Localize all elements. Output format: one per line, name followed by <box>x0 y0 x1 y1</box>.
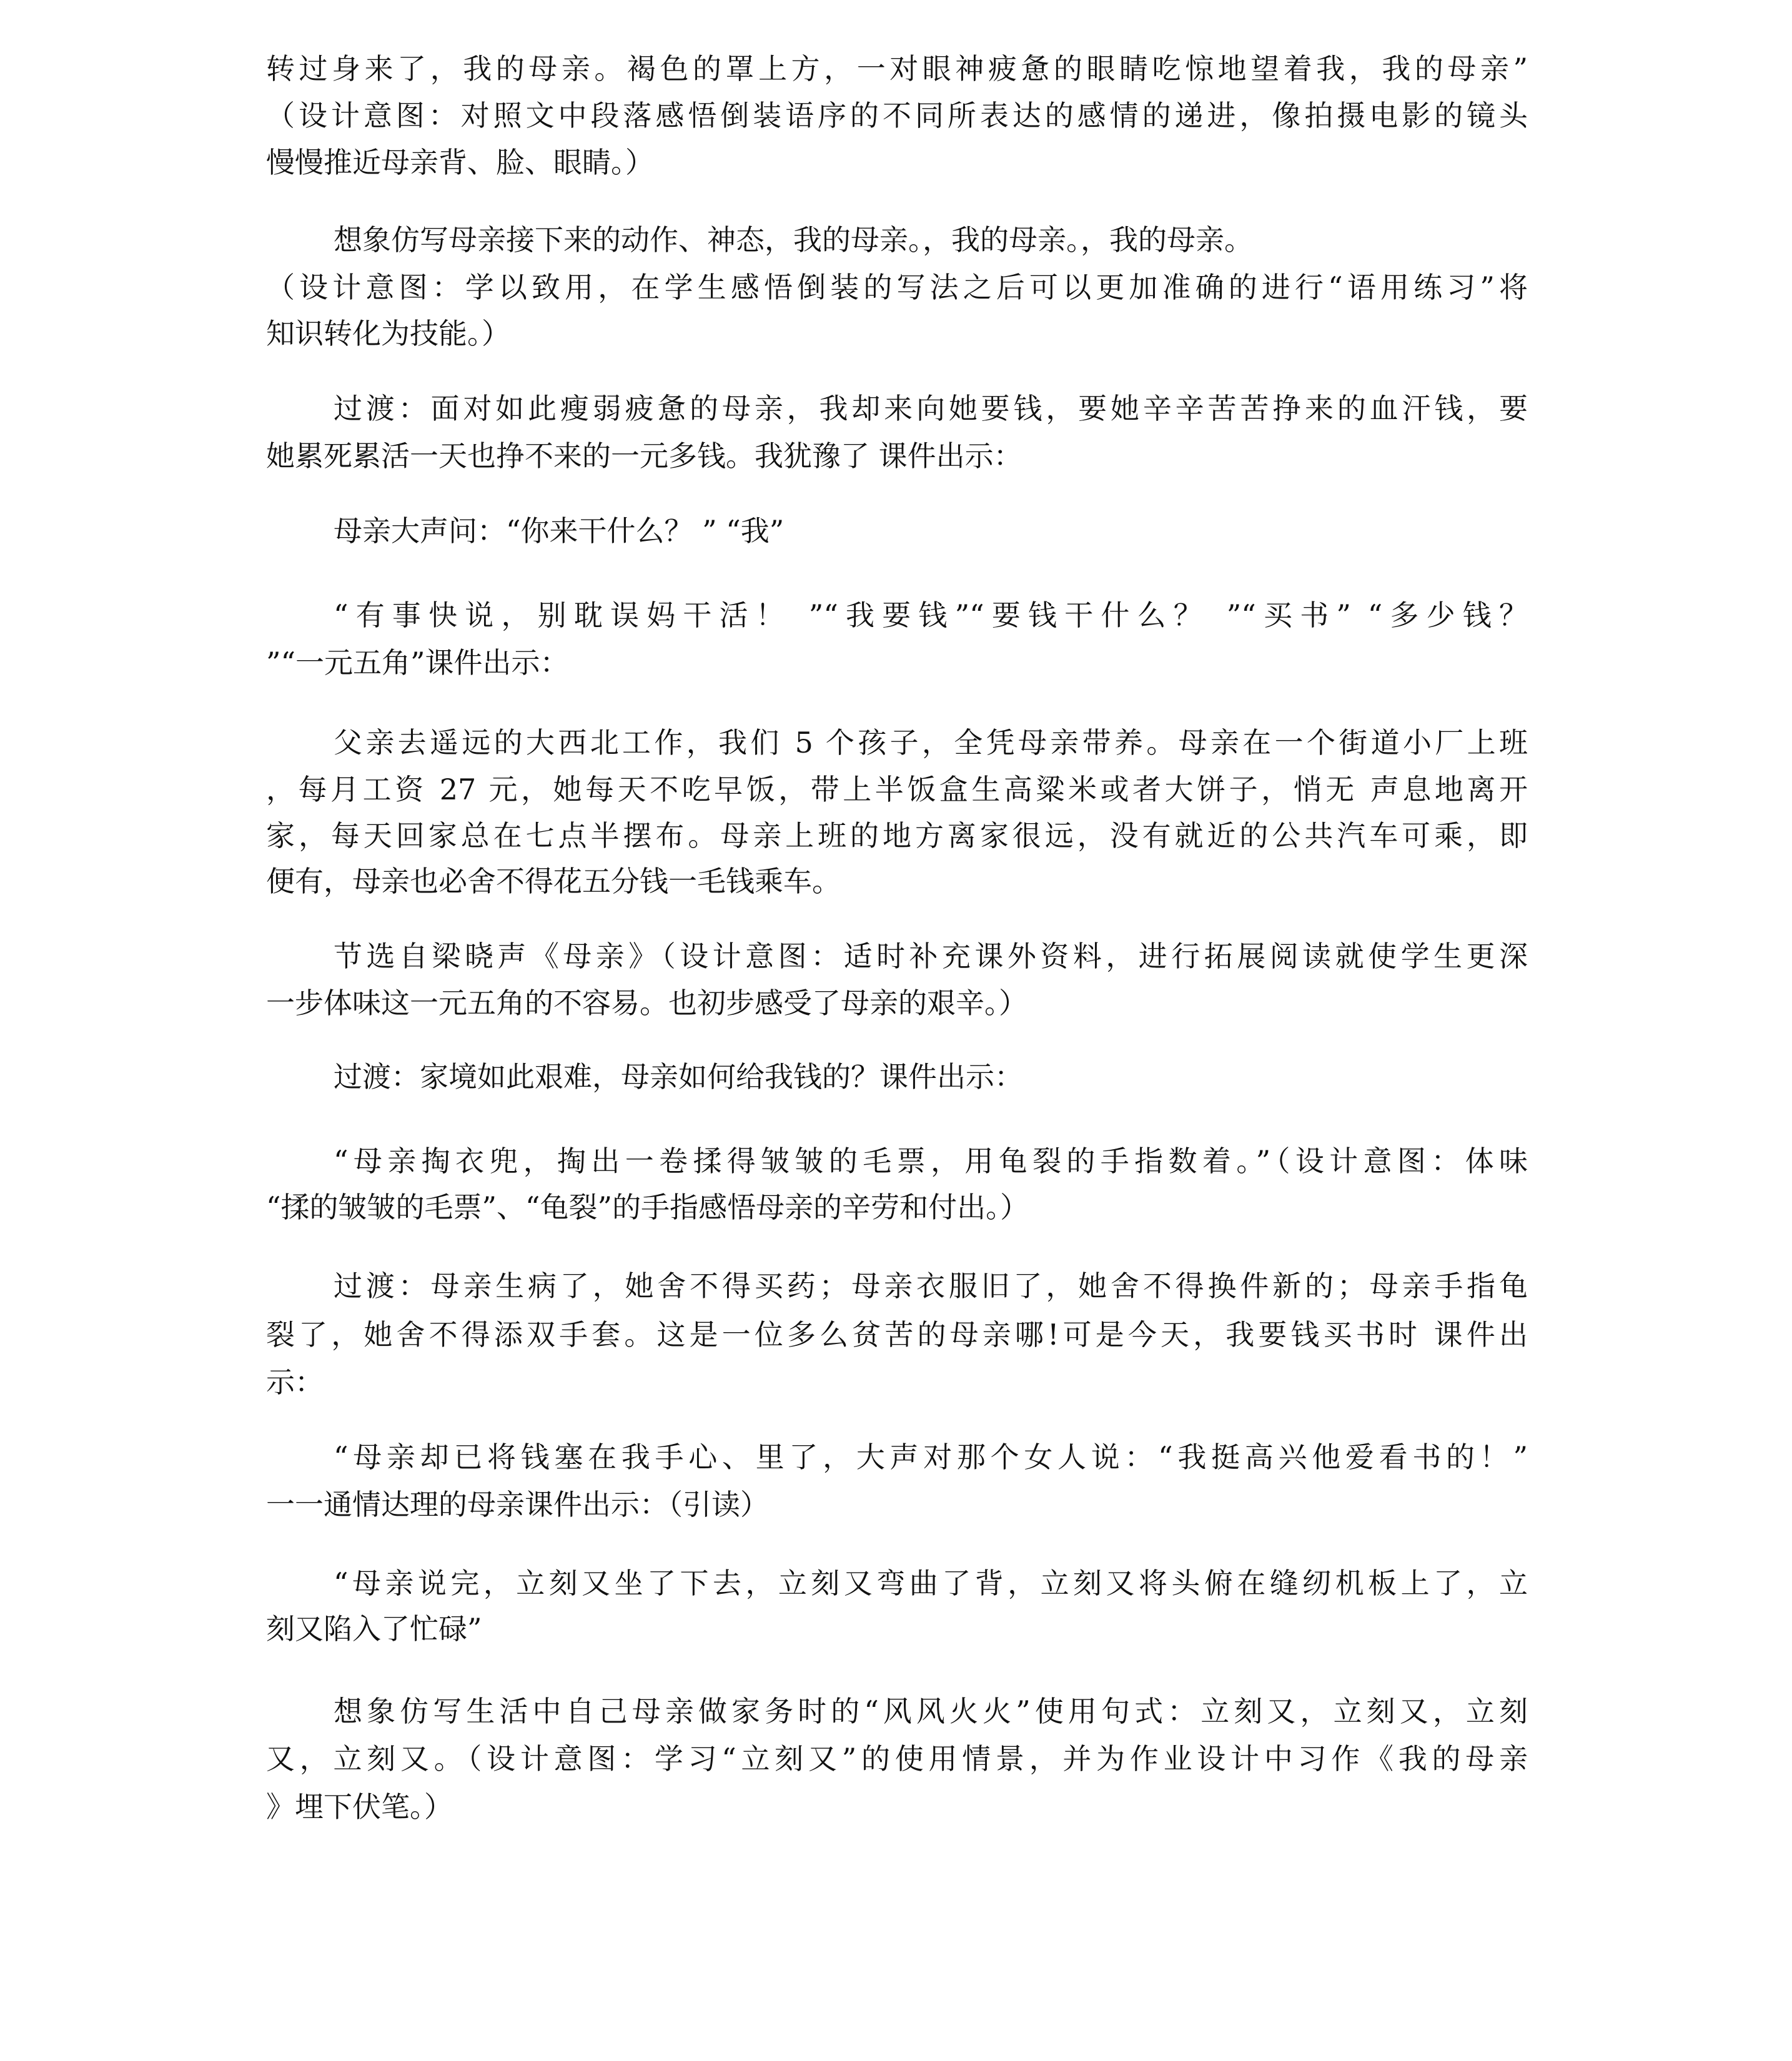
paragraph-line: 转过身来了，我的母亲。褐色的罩上方，一对眼神疲惫的眼睛吃惊地望着我，我的母亲” <box>266 52 1528 86</box>
paragraph-line: “有事快说，别耽误妈干活！ ”“我要钱”“要钱干什么？ ”“买书” “多少钱？ <box>334 598 1528 632</box>
paragraph-line: 一步体味这一元五角的不容易。也初步感受了母亲的艰辛。） <box>266 986 1027 1020</box>
paragraph-line: “母亲掏衣兜，掏出一卷揉得皱皱的毛票，用龟裂的手指数着。”（设计意图：体味 <box>334 1144 1528 1178</box>
paragraph-line: 》埋下伏笔。） <box>266 1790 453 1824</box>
paragraph-line: 刻又陷入了忙碌” <box>266 1612 482 1646</box>
paragraph-line: 想象仿写母亲接下来的动作、神态，我的母亲。，我的母亲。，我的母亲。 <box>334 223 1253 257</box>
paragraph-line: （设计意图：对照文中段落感悟倒装语序的不同所表达的感情的递进，像拍摄电影的镜头 <box>266 99 1528 132</box>
paragraph-line: 母亲大声问：“你来干什么？ ” “我” <box>334 514 785 548</box>
paragraph-line: 过渡：面对如此瘦弱疲惫的母亲，我却来向她要钱，要她辛辛苦苦挣来的血汗钱，要 <box>334 392 1528 425</box>
paragraph-line: （设计意图：学以致用，在学生感悟倒装的写法之后可以更加准确的进行“语用练习”将 <box>266 270 1528 304</box>
paragraph-line: 父亲去遥远的大西北工作，我们 5 个孩子，全凭母亲带养。母亲在一个街道小厂上班 <box>334 726 1528 759</box>
paragraph-line: 知识转化为技能。） <box>266 317 510 350</box>
paragraph-line: 想象仿写生活中自己母亲做家务时的“风风火火”使用句式：立刻又，立刻又，立刻 <box>334 1694 1528 1728</box>
paragraph-line: 她累死累活一天也挣不来的一元多钱。我犹豫了 课件出示： <box>266 439 1022 473</box>
paragraph-line: 家，每天回家总在七点半摆布。母亲上班的地方离家很远，没有就近的公共汽车可乘，即 <box>266 819 1528 853</box>
paragraph-line: “母亲说完，立刻又坐了下去，立刻又弯曲了背，立刻又将头俯在缝纫机板上了，立 <box>334 1566 1528 1600</box>
paragraph-line: 示： <box>266 1365 324 1399</box>
paragraph-line: 慢慢推近母亲背、脸、眼睛。） <box>266 146 654 179</box>
paragraph-line: 过渡：家境如此艰难，母亲如何给我钱的？课件出示： <box>334 1060 1023 1094</box>
paragraph-line: 一一通情达理的母亲课件出示：（引读） <box>266 1488 769 1521</box>
paragraph-line: ，每月工资 27 元，她每天不吃早饭，带上半饭盒生高粱米或者大饼子，悄无 声息地离开 <box>266 773 1528 806</box>
paragraph-line: 又，立刻又。（设计意图：学习“立刻又”的使用情景，并为作业设计中习作《我的母亲 <box>266 1742 1528 1776</box>
paragraph-line: 过渡：母亲生病了，她舍不得买药；母亲衣服旧了，她舍不得换件新的；母亲手指龟 <box>334 1269 1528 1303</box>
paragraph-line: ”“一元五角”课件出示： <box>266 646 569 680</box>
paragraph-line: 节选自梁晓声《母亲》（设计意图：适时补充课外资料，进行拓展阅读就使学生更深 <box>334 939 1528 973</box>
paragraph-line: “母亲却已将钱塞在我手心、里了，大声对那个女人说：“我挺高兴他爱看书的！” <box>334 1440 1528 1474</box>
paragraph-line: 便有，母亲也必舍不得花五分钱一毛钱乘车。 <box>266 864 841 898</box>
paragraph-line: 裂了，她舍不得添双手套。这是一位多么贫苦的母亲哪!可是今天，我要钱买书时 课件出 <box>266 1318 1528 1352</box>
paragraph-line: “揉的皱皱的毛票”、“龟裂”的手指感悟母亲的辛劳和付出。） <box>266 1190 1029 1224</box>
